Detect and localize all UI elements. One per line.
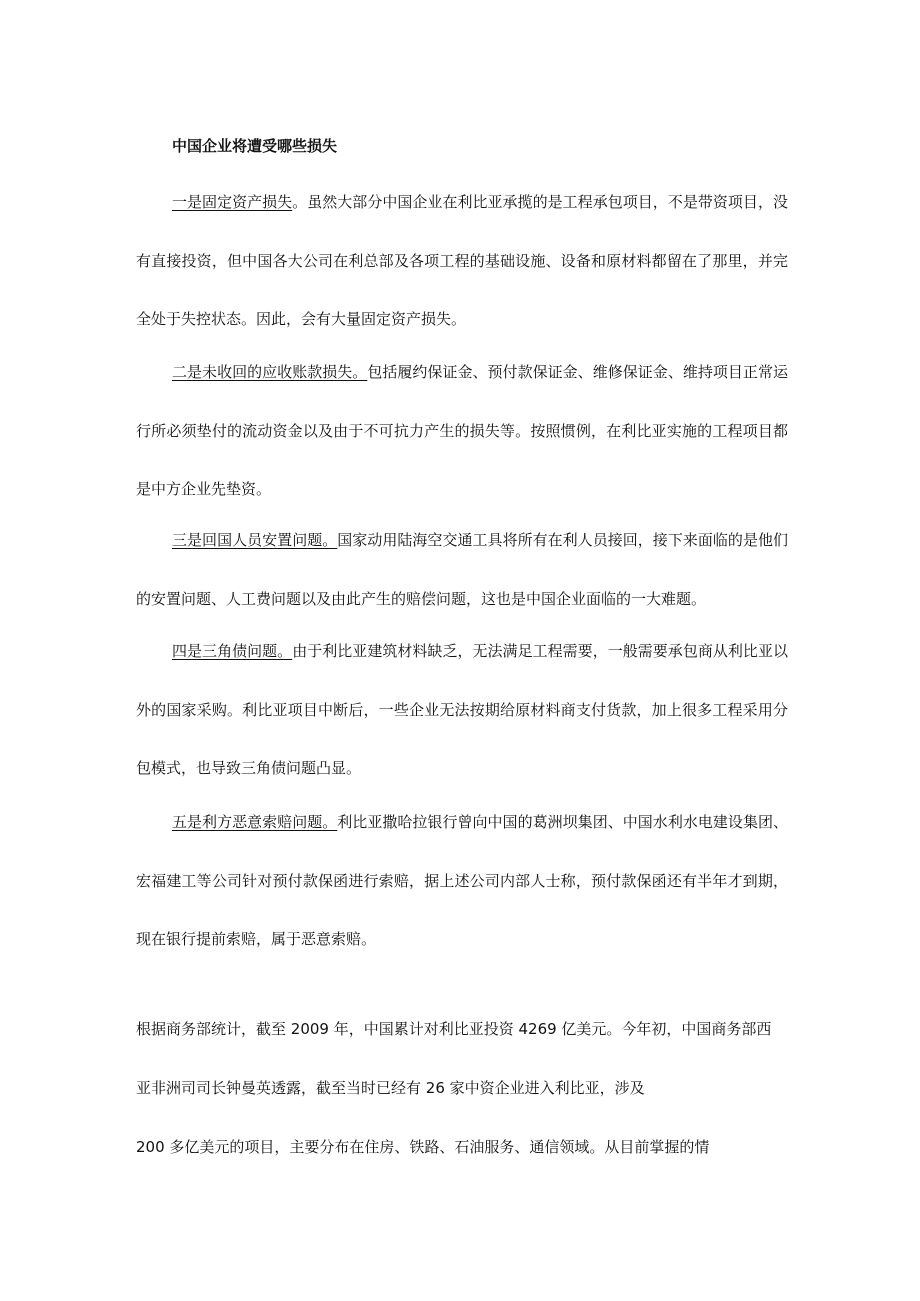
item-body: 由于利比亚建筑材料缺乏，无法满足工程需要，一般需要承包商从利比亚以外的国家采购。利比亚项目中断后，一些企业无法按期给原材料商支付货款，加上很多工程采用分包模式，也导致三角债问题凸显。	[136, 642, 788, 777]
loss-item-malicious-claims	[136, 793, 788, 969]
item-body: 国家动用陆海空交通工具将所有在利人员接回，接下来面临的是他们的安置问题、人工费问题以及由此产生的赔偿问题，这也是中国企业面临的一大难题。	[136, 531, 788, 608]
item-body: 包括履约保证金、预付款保证金、维修保证金、维持项目正常运行所必须垫付的流动资金以及由于不可抗力产生的损失等。按照惯例，在利比亚实施的工程项目都是中方企业先垫资。	[136, 363, 788, 498]
loss-item-fixed-assets	[136, 173, 788, 349]
item-body: 。虽然大部分中国企业在利比亚承揽的是工程承包项目，不是带资项目，没有直接投资，但中国各大公司在利总部及各项工程的基础设施、设备和原材料都留在了那里，并完全处于失控状态。因此，会有大量固定资产损失。	[136, 193, 788, 328]
closing-line-3: 200 多亿美元的项目，主要分布在住房、铁路、石油服务、通信领域。从目前掌握的情	[136, 1138, 710, 1156]
item-lead: 二是未收回的应收账款损失。	[172, 363, 368, 381]
closing-line-1: 根据商务部统计，截至 2009 年，中国累计对利比亚投资 4269 亿美元。今年初，中国商务部西	[136, 1020, 772, 1038]
item-lead: 三是回国人员安置问题。	[172, 531, 338, 549]
loss-item-receivables	[136, 343, 788, 519]
loss-item-repatriation	[136, 511, 788, 628]
section-heading: 中国企业将遭受哪些损失	[172, 137, 338, 155]
item-body: 利比亚撒哈拉银行曾向中国的葛洲坝集团、中国水利水电建设集团、宏福建工等公司针对预付款保函进行索赔，据上述公司内部人士称，预付款保函还有半年才到期，现在银行提前索赔，属于恶意索赔。	[136, 813, 788, 948]
item-lead: 五是利方恶意索赔问题。	[172, 813, 338, 831]
item-lead: 四是三角债问题。	[172, 642, 293, 660]
closing-line-2: 亚非洲司司长钟曼英透露，截至当时已经有 26 家中资企业进入利比亚，涉及	[136, 1079, 645, 1097]
item-lead: 一是固定资产损失	[172, 193, 293, 211]
loss-item-triangular-debt	[136, 622, 788, 798]
